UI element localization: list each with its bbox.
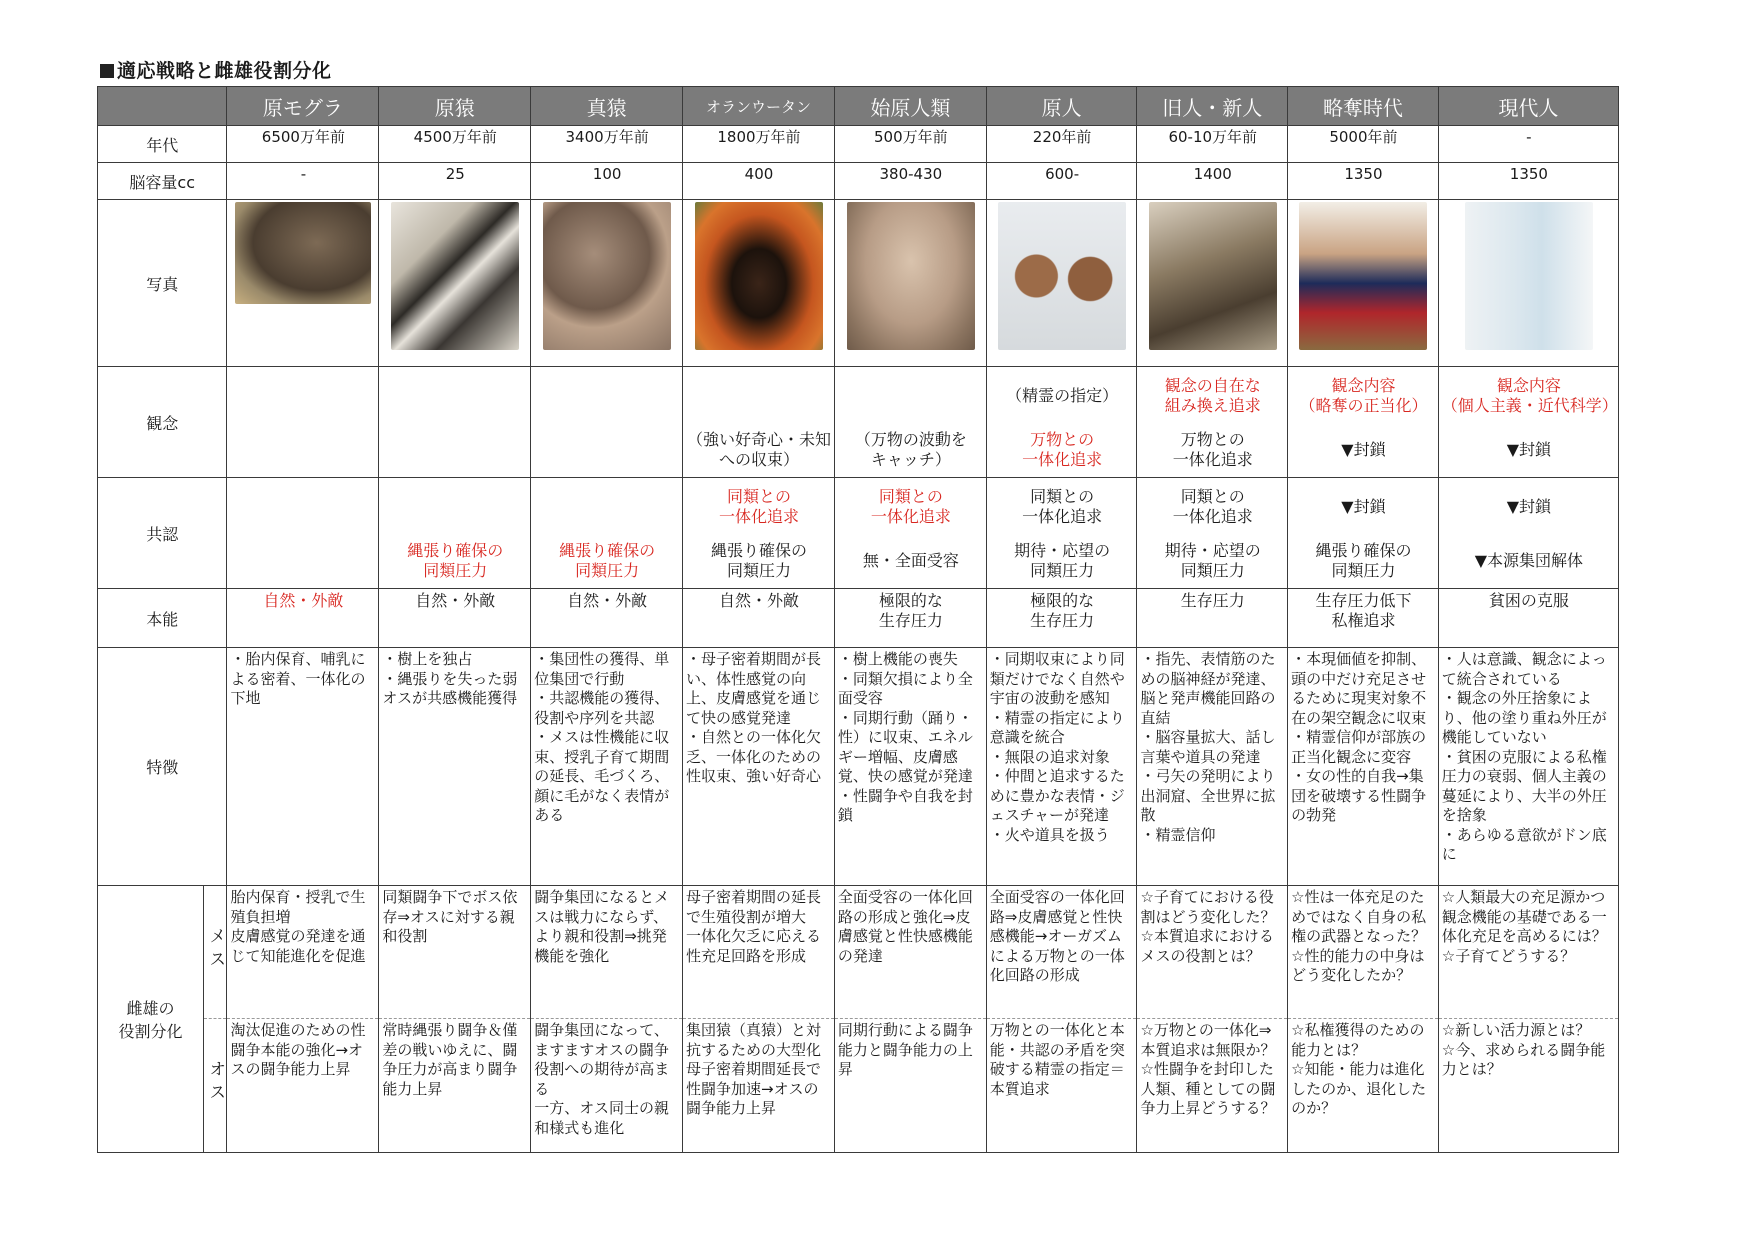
cell-text: ☆新しい活力源とは？ ☆今、求められる闘争能力とは？: [1441, 1021, 1606, 1078]
cell-bottom: [230, 534, 376, 588]
cell-text: 観念内容 （個人主義・近代科学）: [1441, 376, 1618, 415]
cell-text: ・胎内保育、哺乳による密着、一体化の下地: [230, 650, 366, 707]
table-cell: [1438, 1019, 1618, 1153]
split-cell: [1291, 369, 1436, 477]
sex-label-text: メス: [205, 926, 226, 973]
row-label: 本能: [146, 609, 179, 629]
col-header: 現代人: [1438, 87, 1618, 126]
split-cell: [990, 369, 1135, 477]
cell-text: （精霊の指定）: [1006, 386, 1119, 405]
cell-text: ・本現価値を抑制、頭の中だけ充足させるために現実対象不在の架空観念に収束 ・精霊信仰が部族の正当化観念に変容 ・女の性的自我→集団を破壊する性闘争の勃発: [1291, 650, 1427, 824]
table-cell: [1288, 589, 1439, 648]
cell-bottom: [382, 534, 528, 588]
cell-text: 期待・応望の 同類圧力: [1014, 541, 1111, 580]
samurai-era-photo: [1299, 202, 1427, 350]
table-cell: [227, 200, 379, 367]
role-mesu-row: [98, 886, 1619, 1019]
row-label: 写真: [146, 274, 179, 294]
cell-bottom: [382, 423, 528, 477]
row-header-photo: [98, 200, 227, 367]
split-cell: [1140, 480, 1285, 588]
cell-bottom: [686, 423, 832, 477]
cell-text: ・樹上を独占 ・縄張りを失った弱オスが共感機能獲得: [382, 650, 518, 707]
col-header: 真猿: [531, 87, 683, 126]
cell-bottom: [990, 423, 1135, 477]
table-cell: [986, 367, 1137, 478]
row-header-honno: [98, 589, 227, 648]
cell-text: 自然・外敵: [415, 591, 496, 610]
table-cell: [834, 478, 986, 589]
row-label: 雌雄の 役割分化: [118, 999, 183, 1041]
table-cell: [986, 163, 1137, 200]
row-label: 観念: [146, 413, 179, 433]
table-cell: [986, 478, 1137, 589]
photo-row: [98, 200, 1619, 367]
table-cell: [834, 886, 986, 1019]
cell-text: 全面受容の一体化回路の形成と強化⇒皮膚感覚と性快感機能の発達: [837, 888, 973, 965]
table-cell: [1137, 163, 1288, 200]
cell-top: [990, 480, 1135, 534]
table-cell: [683, 648, 835, 886]
cell-text: 縄張り確保の 同類圧力: [710, 541, 807, 580]
table-cell: [531, 589, 683, 648]
cell-text: 観念内容 （略奪の正当化）: [1299, 376, 1428, 415]
cell-top: [1442, 480, 1616, 534]
cell-top: [838, 480, 984, 534]
cell-text: ☆万物との一体化⇒本質追求は無限か？ ☆性闘争を封印した人類、種としての闘争力上昇どうする？: [1140, 1021, 1276, 1117]
cell-text: ☆性は一体充足のためではなく自身の私権の武器となった？ ☆性的能力の中身はどう変化したか？: [1291, 888, 1427, 984]
split-cell: [534, 369, 680, 477]
cell-bottom: [838, 423, 984, 477]
table-cell: [1438, 367, 1618, 478]
table-cell: [986, 648, 1137, 886]
table-cell: [1288, 478, 1439, 589]
table-cell: [1438, 648, 1618, 886]
table-cell: [379, 367, 531, 478]
row-header-kyonin: [98, 478, 227, 589]
cell-text: 自然・外敵: [263, 591, 344, 610]
cell-text: 6500万年前: [261, 128, 345, 146]
cell-bottom: [1140, 534, 1285, 588]
table-cell: [227, 367, 379, 478]
col-header: 略奪時代: [1288, 87, 1439, 126]
orangutan-photo: [695, 202, 823, 350]
clay-figure-photo: [998, 202, 1126, 350]
cell-text: ▼本源集団解体: [1474, 551, 1584, 570]
table-cell: [1137, 648, 1288, 886]
split-cell: [382, 480, 528, 588]
row-header-brain: [98, 163, 227, 200]
cell-bottom: [1442, 423, 1616, 477]
cell-text: 自然・外敵: [718, 591, 799, 610]
cell-text: 1400: [1193, 165, 1232, 183]
row-header-kannen: [98, 367, 227, 478]
cell-text: 観念の自在な 組み換え追求: [1164, 376, 1261, 415]
cell-text: 胎内保育・授乳で生殖負担増 皮膚感覚の発達を通じて知能進化を促進: [230, 888, 366, 965]
split-cell: [382, 369, 528, 477]
split-cell: [230, 480, 376, 588]
cell-text: 100: [592, 165, 622, 183]
cell-text: 万物との一体化と本能・共認の矛盾を突破する精霊の指定＝本質追求: [989, 1021, 1125, 1098]
table-cell: [1137, 126, 1288, 163]
cell-text: 220年前: [1032, 128, 1092, 146]
cell-text: 縄張り確保の 同類圧力: [1315, 541, 1412, 580]
cell-text: -: [1526, 128, 1532, 146]
col-header: 原モグラ: [227, 87, 379, 126]
cell-top: [382, 369, 528, 423]
cell-text: 貧困の克服: [1488, 591, 1569, 610]
table-cell: [227, 589, 379, 648]
cell-text: ・集団性の獲得、単位集団で行動 ・共認機能の獲得、役割や序列を共認 ・メスは性機能に収束、授乳子育て期間の延長、毛づくろ、顔に毛がなく表情がある: [534, 650, 670, 824]
row-header-role: [98, 886, 204, 1153]
cell-text: 闘争集団になるとメスは戦力にならず、より親和役割⇒挑発機能を強化: [534, 888, 670, 965]
split-cell: [1442, 369, 1616, 477]
cell-text: 同期行動による闘争能力と闘争能力の上昇: [837, 1021, 973, 1078]
cell-text: 5000年前: [1329, 128, 1398, 146]
table-cell: [683, 1019, 835, 1153]
cell-text: 母子密着期間の延長で生殖役割が増大 一体化欠乏に応える性充足回路を形成: [686, 888, 822, 965]
cell-text: 常時縄張り闘争＆僅差の戦いゆえに、闘争圧力が高まり闘争能力上昇: [382, 1021, 518, 1098]
cell-text: 同類との 一体化追求: [1172, 487, 1253, 526]
split-cell: [686, 480, 832, 588]
title-text: 適応戦略と雌雄役割分化: [117, 60, 332, 82]
lemur-photo: [391, 202, 519, 350]
table-cell: [1288, 1019, 1439, 1153]
cell-text: 1350: [1344, 165, 1383, 183]
table-cell: [1438, 478, 1618, 589]
kyonin-row: [98, 478, 1619, 589]
table-cell: [227, 478, 379, 589]
table-cell: [1438, 126, 1618, 163]
sex-label-text: オス: [205, 1060, 226, 1106]
split-cell: [838, 480, 984, 588]
table-cell: [986, 886, 1137, 1019]
row-label: 脳容量cc: [129, 172, 196, 192]
split-cell: [990, 480, 1135, 588]
split-cell: [230, 369, 376, 477]
cell-top: [534, 480, 680, 534]
cell-text: -: [300, 165, 307, 183]
cell-text: ・同期収束により同類だけでなく自然や宇宙の波動を感知 ・精霊の指定により意識を統合 ・無限の追求対象 ・仲間と追求するために豊かな表情・ジェスチャーが発達 ・火や道具を扱う: [989, 650, 1125, 844]
cell-top: [1291, 369, 1436, 423]
cell-text: ▼封鎖: [1506, 497, 1552, 516]
cell-text: 同類闘争下でボス依存⇒オスに対する親和役割: [382, 888, 518, 945]
cell-top: [1291, 480, 1436, 534]
cell-text: 自然・外敵: [567, 591, 648, 610]
table-cell: [379, 200, 531, 367]
cell-text: 400: [744, 165, 774, 183]
era-row: [98, 126, 1619, 163]
honno-row: [98, 589, 1619, 648]
table-cell: [227, 1019, 379, 1153]
cell-top: [686, 480, 832, 534]
table-cell: [531, 1019, 683, 1153]
cell-text: ☆子育てにおける役割はどう変化した？ ☆本質追求におけるメスの役割とは？: [1140, 888, 1276, 965]
cell-text: 生存圧力: [1180, 591, 1245, 610]
cell-text: 全面受容の一体化回路⇒皮膚感覚と性快感機能→オーガズムによる万物との一体化回路の形成: [989, 888, 1125, 984]
table-cell: [683, 478, 835, 589]
table-cell: [379, 648, 531, 886]
cell-text: ▼封鎖: [1341, 440, 1386, 459]
table-cell: [227, 126, 379, 163]
cell-text: 1800万年前: [717, 128, 801, 146]
cell-top: [230, 480, 376, 534]
monkey-photo: [543, 202, 671, 350]
table-cell: [1137, 1019, 1288, 1153]
table-cell: [531, 200, 683, 367]
table-cell: [1438, 163, 1618, 200]
table-cell: [683, 163, 835, 200]
col-header: オランウータン: [683, 87, 835, 126]
table-cell: [683, 126, 835, 163]
cell-text: 380-430: [879, 165, 943, 183]
table-cell: [834, 200, 986, 367]
table-cell: [1137, 200, 1288, 367]
cell-bottom: [686, 534, 832, 588]
cell-text: 600-: [1045, 165, 1080, 183]
table-cell: [531, 367, 683, 478]
table-cell: [379, 163, 531, 200]
split-cell: [686, 369, 832, 477]
cell-text: 無・全面受容: [862, 551, 959, 570]
cell-text: （万物の波動を キャッチ）: [854, 430, 967, 469]
table-cell: [834, 126, 986, 163]
cell-bottom: [1442, 534, 1616, 588]
cell-text: 万物との 一体化追求: [1172, 430, 1253, 469]
table-cell: [834, 163, 986, 200]
cell-text: 闘争集団になって、ますますオスの闘争役割への期待が高まる 一方、オス同士の親和様式も進化: [534, 1021, 670, 1137]
table-cell: [379, 126, 531, 163]
table-cell: [1288, 886, 1439, 1019]
cell-text: 縄張り確保の 同類圧力: [407, 541, 504, 580]
row-label: 年代: [146, 135, 179, 155]
cell-text: 500万年前: [874, 128, 948, 146]
table-cell: [227, 648, 379, 886]
table-cell: [1288, 126, 1439, 163]
cell-bottom: [838, 534, 984, 588]
table-cell: [834, 648, 986, 886]
split-cell: [1140, 369, 1285, 477]
col-header: 旧人・新人: [1137, 87, 1288, 126]
brain-row: [98, 163, 1619, 200]
table-cell: [683, 589, 835, 648]
cell-text: 極限的な 生存圧力: [878, 591, 943, 630]
cell-top: [1442, 369, 1616, 423]
table-cell: [986, 1019, 1137, 1153]
table-cell: [379, 589, 531, 648]
table-cell: [1288, 648, 1439, 886]
table-cell: [1288, 163, 1439, 200]
cell-top: [230, 369, 376, 423]
cell-text: ☆私権獲得のための能力とは？ ☆知能・能力は進化したのか、退化したのか？: [1291, 1021, 1427, 1117]
cell-top: [990, 369, 1135, 423]
table-cell: [531, 648, 683, 886]
table-cell: [1137, 886, 1288, 1019]
mesu-label: [203, 886, 227, 1019]
cell-text: 3400万年前: [565, 128, 649, 146]
cell-top: [686, 369, 832, 423]
table-cell: [834, 589, 986, 648]
cell-bottom: [1140, 423, 1285, 477]
document-title: [100, 56, 332, 83]
table-cell: [227, 163, 379, 200]
table-cell: [531, 163, 683, 200]
header-corner: [98, 87, 227, 126]
cell-text: ▼封鎖: [1506, 440, 1552, 459]
cell-text: 極限的な 生存圧力: [1030, 591, 1095, 630]
table-cell: [531, 478, 683, 589]
kannen-row: [98, 367, 1619, 478]
cell-text: （強い好奇心・未知 への収束）: [686, 430, 831, 469]
cell-bottom: [1291, 534, 1436, 588]
cell-text: 淘汰促進のための性闘争本能の強化→オスの闘争能力上昇: [230, 1021, 366, 1078]
table-cell: [683, 886, 835, 1019]
table-cell: [1137, 478, 1288, 589]
mole-photo: [235, 202, 371, 304]
cell-top: [838, 369, 984, 423]
evolution-table: [97, 86, 1619, 1153]
table-cell: [531, 126, 683, 163]
col-header: 始原人類: [834, 87, 986, 126]
table-cell: [986, 126, 1137, 163]
table-cell: [1438, 589, 1618, 648]
cell-text: ▼封鎖: [1341, 497, 1386, 516]
split-cell: [1442, 480, 1616, 588]
table-cell: [1438, 886, 1618, 1019]
split-cell: [838, 369, 984, 477]
table-cell: [1137, 589, 1288, 648]
cell-bottom: [1291, 423, 1436, 477]
table-cell: [379, 1019, 531, 1153]
row-label: 特徴: [146, 758, 179, 777]
table-cell: [1137, 367, 1288, 478]
figurine-photo: [847, 202, 975, 350]
modern-people-photo: [1465, 202, 1593, 350]
cell-top: [382, 480, 528, 534]
table-cell: [531, 886, 683, 1019]
table-cell: [683, 367, 835, 478]
table-cell: [834, 1019, 986, 1153]
cell-text: ・人は意識、観念によって統合されている ・観念の外圧捨象により、他の塗り重ね外圧が機能していない ・貧困の克服による私権圧力の衰弱、個人主義の蔓延により、大半の外圧を捨象 ・あらゆる意欲がドン底に: [1441, 650, 1607, 863]
cell-text: 同類との 一体化追求: [718, 487, 799, 526]
cell-text: 万物との 一体化追求: [1022, 430, 1103, 469]
cell-text: 25: [445, 165, 465, 183]
cell-bottom: [990, 534, 1135, 588]
cell-bottom: [534, 534, 680, 588]
cell-text: ・指先、表情筋のための脳神経が発達、脳と発声機能回路の直結 ・脳容量拡大、話し言葉や道具の発達 ・弓矢の発明により出洞窟、全世界に拡散 ・精霊信仰: [1140, 650, 1276, 844]
table-cell: [379, 886, 531, 1019]
split-cell: [1291, 480, 1436, 588]
header-row: [98, 87, 1619, 126]
cell-text: 生存圧力低下 私権追求: [1315, 591, 1412, 630]
table-cell: [986, 589, 1137, 648]
cell-text: 同類との 一体化追求: [1022, 487, 1103, 526]
table-cell: [1438, 200, 1618, 367]
table-cell: [683, 200, 835, 367]
cell-text: ☆人類最大の充足源かつ観念機能の基礎である一体化充足を高めるには？ ☆子育てどうする？: [1441, 888, 1607, 965]
table-cell: [986, 200, 1137, 367]
cell-text: ・樹上機能の喪失 ・同類欠損により全面受容 ・同期行動（踊り・性）に収束、エネルギー増幅、皮膚感覚、快の感覚が発達 ・性闘争や自我を封鎖: [837, 650, 973, 824]
row-header-era: [98, 126, 227, 163]
cell-text: 60-10万年前: [1168, 128, 1258, 146]
col-header: 原猿: [379, 87, 531, 126]
cell-text: ・母子密着期間が長い、体性感覚の向上、皮膚感覚を通じて快の感覚発達 ・自然との一体化欠乏、一体化のための性収束、強い好奇心: [686, 650, 822, 785]
cell-top: [534, 369, 680, 423]
cell-text: 縄張り確保の 同類圧力: [559, 541, 656, 580]
cell-bottom: [534, 423, 680, 477]
table-cell: [834, 367, 986, 478]
row-label: 共認: [146, 524, 179, 544]
early-humans-photo: [1149, 202, 1277, 350]
table-cell: [1288, 367, 1439, 478]
cell-text: 4500万年前: [413, 128, 497, 146]
cell-text: 1350: [1509, 165, 1548, 183]
table-cell: [227, 886, 379, 1019]
square-bullet-icon: [100, 64, 114, 78]
cell-top: [1140, 480, 1285, 534]
osu-label: [203, 1019, 227, 1153]
table-cell: [379, 478, 531, 589]
table-cell: [1288, 200, 1439, 367]
cell-text: 集団猿（真猿）と対抗するための大型化 母子密着期間延長で性闘争加速→オスの闘争能力上昇: [686, 1021, 822, 1117]
col-header: 原人: [986, 87, 1137, 126]
tokucho-row: [98, 648, 1619, 886]
role-osu-row: [98, 1019, 1619, 1153]
cell-top: [1140, 369, 1285, 423]
split-cell: [534, 480, 680, 588]
cell-bottom: [230, 423, 376, 477]
cell-text: 期待・応望の 同類圧力: [1164, 541, 1261, 580]
cell-text: 同類との 一体化追求: [870, 487, 951, 526]
row-header-tokucho: [98, 648, 227, 886]
